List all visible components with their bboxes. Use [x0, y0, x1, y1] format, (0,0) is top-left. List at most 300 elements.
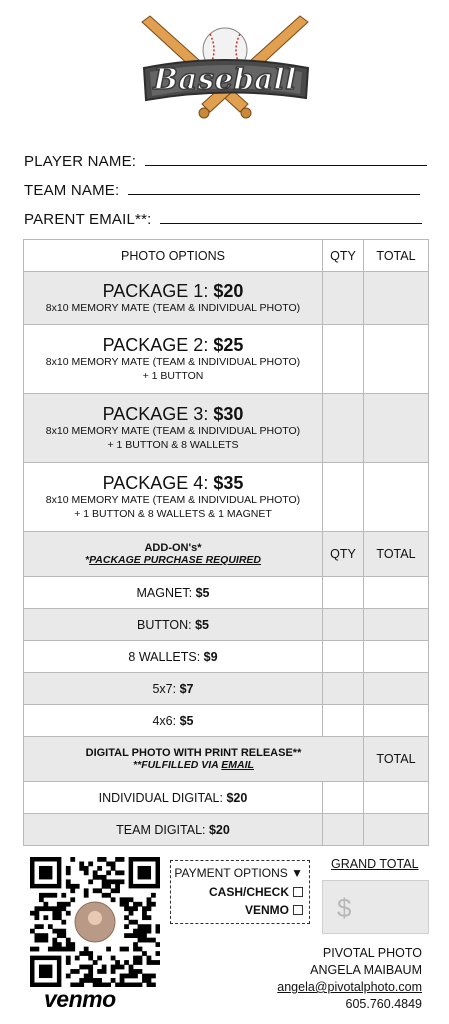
player-name-label: PLAYER NAME:: [24, 153, 137, 170]
qr-module: [84, 866, 89, 871]
qr-module: [61, 929, 66, 934]
digital-cell: [24, 814, 323, 846]
qr-module: [151, 960, 156, 965]
player-name-field[interactable]: [24, 153, 427, 170]
total-cell[interactable]: [364, 394, 429, 463]
addon-row: [24, 641, 429, 673]
qr-module: [120, 897, 125, 902]
qr-module: [43, 938, 48, 943]
team-name-line: [128, 193, 420, 195]
qr-module: [133, 933, 138, 938]
package-desc-extra: + 1 BUTTON & 8 WALLETS & 1 MAGNET: [74, 508, 272, 520]
total-cell[interactable]: [364, 705, 429, 737]
qr-module: [88, 956, 93, 961]
qr-module: [97, 857, 102, 862]
qr-module: [124, 915, 129, 920]
payment-options-title: PAYMENT OPTIONS: [174, 866, 288, 880]
qr-module: [120, 978, 125, 983]
photo-options-header: PHOTO OPTIONS: [24, 240, 323, 272]
qr-module: [133, 902, 138, 907]
qr-module: [57, 933, 62, 938]
addon-cell: [24, 705, 323, 737]
qr-module: [97, 866, 102, 871]
qr-module: [147, 915, 152, 920]
qr-module: [34, 915, 39, 920]
qr-module: [43, 933, 48, 938]
qr-module: [129, 983, 134, 987]
qr-module: [93, 888, 98, 893]
qty-cell[interactable]: [323, 673, 364, 705]
down-arrow-icon: ▼: [291, 866, 303, 880]
order-table: [23, 239, 429, 846]
qr-module: [84, 947, 89, 952]
qr-module: [34, 924, 39, 929]
qr-module: [52, 906, 57, 911]
qr-module: [129, 974, 134, 979]
qr-module: [129, 911, 134, 916]
parent-email-field[interactable]: [24, 211, 422, 228]
qr-module: [151, 974, 156, 979]
qr-finder-square: [39, 866, 52, 879]
qr-module: [147, 902, 152, 907]
qr-module: [129, 933, 134, 938]
cash-checkbox[interactable]: [293, 887, 303, 897]
digital-total-header: TOTAL: [364, 737, 429, 782]
qr-module: [88, 879, 93, 884]
qr-module: [52, 942, 57, 947]
qr-module: [133, 906, 138, 911]
qr-module: [111, 969, 116, 974]
addon-row: [24, 577, 429, 609]
qr-module: [120, 870, 125, 875]
qr-module: [115, 884, 120, 889]
qr-module: [142, 929, 147, 934]
qr-module: [133, 969, 138, 974]
total-cell[interactable]: [364, 609, 429, 641]
qr-module: [84, 965, 89, 970]
qr-module: [79, 861, 84, 866]
qr-module: [52, 947, 57, 952]
qr-module: [97, 875, 102, 880]
qr-module: [70, 897, 75, 902]
addon-price: $5: [179, 713, 194, 728]
qr-module: [88, 974, 93, 979]
qr-module: [133, 960, 138, 965]
qr-module: [88, 978, 93, 983]
qr-module: [147, 974, 152, 979]
qr-module: [142, 974, 147, 979]
qr-module: [93, 978, 98, 983]
qr-module: [124, 983, 129, 987]
qr-module: [147, 938, 152, 943]
digital-name: INDIVIDUAL DIGITAL:: [98, 790, 227, 805]
qr-module: [66, 942, 71, 947]
payment-options-title-row: [174, 866, 303, 880]
qr-module: [120, 879, 125, 884]
qr-module: [142, 906, 147, 911]
qr-module: [129, 897, 134, 902]
qr-module: [79, 866, 84, 871]
qr-module: [52, 929, 57, 934]
qr-module: [142, 951, 147, 956]
qr-module: [138, 929, 143, 934]
qr-module: [142, 933, 147, 938]
package-cell: [24, 325, 323, 394]
qr-module: [142, 978, 147, 983]
qr-module: [138, 933, 143, 938]
package-desc: 8x10 MEMORY MATE (TEAM & INDIVIDUAL PHOTO): [45, 494, 301, 506]
total-cell[interactable]: [364, 577, 429, 609]
addon-name: 4x6:: [152, 713, 180, 728]
addon-cell: [24, 641, 323, 673]
package-price: $25: [213, 335, 244, 355]
qr-module: [142, 924, 147, 929]
contact-phone: 605.760.4849: [345, 997, 422, 1011]
dollar-sign: $: [337, 893, 352, 923]
package-desc-extra: + 1 BUTTON & 8 WALLETS: [107, 439, 239, 451]
package-row: [24, 272, 429, 325]
qr-module: [151, 938, 156, 943]
qr-module: [84, 870, 89, 875]
qr-module: [52, 893, 57, 898]
qr-module: [70, 947, 75, 952]
qr-module: [102, 893, 107, 898]
qty-cell[interactable]: [323, 577, 364, 609]
qr-module: [129, 920, 134, 925]
qr-module: [142, 911, 147, 916]
digital-cell: [24, 782, 323, 814]
qr-module: [156, 951, 160, 956]
qr-module: [115, 857, 120, 862]
qr-module: [115, 888, 120, 893]
qr-module: [156, 929, 160, 934]
qr-module: [102, 857, 107, 862]
qr-module: [88, 951, 93, 956]
qr-module: [84, 888, 89, 893]
team-name-field[interactable]: [24, 182, 420, 199]
digital-name: TEAM DIGITAL:: [116, 822, 209, 837]
qr-module: [66, 879, 71, 884]
qr-module: [151, 893, 156, 898]
qr-module: [151, 902, 156, 907]
package-price: $35: [213, 473, 244, 493]
total-cell[interactable]: [364, 673, 429, 705]
qr-module: [97, 978, 102, 983]
team-name-label: TEAM NAME:: [24, 182, 120, 199]
qr-module: [57, 902, 62, 907]
qr-module: [48, 947, 53, 952]
qr-module: [75, 969, 80, 974]
qr-module: [106, 893, 111, 898]
qr-module: [66, 974, 71, 979]
qr-module: [57, 942, 62, 947]
qr-module: [61, 893, 66, 898]
qr-module: [147, 983, 152, 987]
qr-module: [39, 924, 44, 929]
qr-module: [70, 884, 75, 889]
qr-module: [111, 888, 116, 893]
addons-note-prefix: *: [84, 554, 90, 566]
qr-module: [138, 924, 143, 929]
qr-module: [120, 947, 125, 952]
qr-module: [79, 965, 84, 970]
qr-module: [93, 960, 98, 965]
qr-module: [70, 888, 75, 893]
qr-module: [147, 897, 152, 902]
qr-module: [61, 933, 66, 938]
qr-module: [133, 956, 138, 961]
qr-module: [43, 902, 48, 907]
addons-header-row: [24, 532, 429, 577]
qr-module: [39, 906, 44, 911]
package-row: [24, 463, 429, 532]
qr-module: [124, 902, 129, 907]
qr-module: [97, 956, 102, 961]
qr-module: [39, 938, 44, 943]
qr-module: [147, 906, 152, 911]
qr-module: [61, 920, 66, 925]
qr-module: [133, 929, 138, 934]
qr-module: [102, 969, 107, 974]
qr-module: [57, 915, 62, 920]
qr-module: [133, 947, 138, 952]
qr-module: [97, 888, 102, 893]
qr-module: [43, 915, 48, 920]
qr-module: [79, 978, 84, 983]
table-header-row: [24, 240, 429, 272]
qr-module: [138, 947, 143, 952]
qr-module: [129, 965, 134, 970]
qr-module: [147, 956, 152, 961]
qr-module: [66, 947, 71, 952]
qr-module: [124, 933, 129, 938]
qr-module: [120, 983, 125, 987]
qty-cell[interactable]: [323, 814, 364, 846]
cash-check-label: CASH/CHECK: [208, 885, 289, 899]
qr-module: [124, 947, 129, 952]
package-name: PACKAGE 1:: [102, 281, 214, 301]
qr-module: [93, 870, 98, 875]
qty-cell[interactable]: [323, 394, 364, 463]
qr-module: [57, 947, 62, 952]
qr-module: [106, 884, 111, 889]
baseball-logo: [130, 12, 320, 127]
qr-module: [79, 951, 84, 956]
qr-module: [88, 969, 93, 974]
digital-header-row: [24, 737, 429, 782]
qr-module: [111, 861, 116, 866]
venmo-checkbox[interactable]: [293, 905, 303, 915]
payment-cash-option[interactable]: [209, 885, 303, 899]
parent-email-line: [160, 222, 422, 224]
digital-row: [24, 782, 429, 814]
qr-module: [93, 875, 98, 880]
qr-module: [129, 969, 134, 974]
qr-module: [66, 938, 71, 943]
package-name: PACKAGE 2:: [102, 335, 214, 355]
qr-module: [52, 938, 57, 943]
addon-cell: [24, 577, 323, 609]
qr-module: [124, 974, 129, 979]
package-desc-extra: + 1 BUTTON: [142, 370, 204, 382]
contact-name: ANGELA MAIBAUM: [310, 963, 422, 977]
digital-header-cell: [24, 737, 364, 782]
qr-module: [138, 938, 143, 943]
total-cell[interactable]: [364, 641, 429, 673]
contact-email-link[interactable]: angela@pivotalphoto.com: [277, 980, 422, 994]
qr-module: [138, 969, 143, 974]
addon-name: 5x7:: [152, 681, 180, 696]
package-desc: 8x10 MEMORY MATE (TEAM & INDIVIDUAL PHOTO): [45, 425, 301, 437]
qr-finder-square: [39, 965, 52, 978]
qr-module: [84, 951, 89, 956]
qr-module: [111, 897, 116, 902]
qr-module: [66, 902, 71, 907]
grand-total-field[interactable]: [322, 880, 429, 934]
qr-module: [70, 969, 75, 974]
qr-module: [75, 956, 80, 961]
package-cell: [24, 272, 323, 325]
qr-module: [138, 956, 143, 961]
qr-module: [39, 893, 44, 898]
qr-module: [129, 906, 134, 911]
addons-header-cell: [24, 532, 323, 577]
total-cell[interactable]: [364, 325, 429, 394]
qty-cell[interactable]: [323, 272, 364, 325]
venmo-qr-code[interactable]: [30, 857, 160, 987]
addon-name: BUTTON:: [136, 617, 196, 632]
qr-module: [102, 884, 107, 889]
addons-total-header: TOTAL: [364, 532, 429, 577]
qr-module: [52, 911, 57, 916]
qr-module: [66, 911, 71, 916]
addon-price: $5: [195, 585, 210, 600]
payment-venmo-option[interactable]: [245, 903, 303, 917]
addon-cell: [24, 609, 323, 641]
qr-module: [106, 861, 111, 866]
qr-module: [138, 960, 143, 965]
qr-module: [124, 924, 129, 929]
total-cell[interactable]: [364, 272, 429, 325]
qr-module: [120, 857, 125, 862]
qr-module: [106, 879, 111, 884]
qr-module: [61, 902, 66, 907]
addons-qty-header: QTY: [323, 532, 364, 577]
qty-cell[interactable]: [323, 641, 364, 673]
qr-module: [147, 960, 152, 965]
qr-module: [34, 911, 39, 916]
parent-email-label: PARENT EMAIL**:: [24, 211, 152, 228]
digital-note-prefix: **FULFILLED VIA: [133, 759, 222, 771]
total-cell[interactable]: [364, 463, 429, 532]
addon-price: $7: [179, 681, 194, 696]
qty-header: QTY: [323, 240, 364, 272]
qr-module: [111, 956, 116, 961]
addon-price: $9: [203, 649, 218, 664]
digital-note-link: EMAIL: [221, 759, 254, 771]
qr-module: [34, 906, 39, 911]
qr-module: [106, 947, 111, 952]
qr-module: [84, 978, 89, 983]
qty-cell[interactable]: [323, 609, 364, 641]
qr-module: [84, 893, 89, 898]
package-name: PACKAGE 3:: [102, 404, 214, 424]
qr-module: [142, 915, 147, 920]
qr-module: [34, 947, 39, 952]
qr-module: [66, 866, 71, 871]
addon-name: MAGNET:: [136, 585, 196, 600]
digital-title: DIGITAL PHOTO WITH PRINT RELEASE**: [85, 747, 302, 759]
qr-module: [147, 978, 152, 983]
qr-module: [66, 884, 71, 889]
qr-module: [111, 879, 116, 884]
qr-module: [133, 983, 138, 987]
qr-module: [115, 960, 120, 965]
qr-module: [133, 920, 138, 925]
qr-module: [97, 969, 102, 974]
logo-text: Baseball: [153, 62, 297, 96]
qr-module: [111, 965, 116, 970]
digital-price: $20: [208, 822, 230, 837]
qr-module: [138, 902, 143, 907]
qr-module: [88, 861, 93, 866]
payment-options-box: [170, 860, 310, 924]
avatar-face: [88, 911, 102, 925]
qr-code-icon: [30, 857, 160, 987]
addon-row: [24, 673, 429, 705]
qty-cell[interactable]: [323, 463, 364, 532]
addon-row: [24, 609, 429, 641]
qty-cell[interactable]: [323, 782, 364, 814]
addons-title: ADD-ON's*: [144, 542, 202, 554]
addon-row: [24, 705, 429, 737]
contact-info: [277, 945, 422, 1013]
qr-module: [30, 911, 35, 916]
qr-module: [52, 915, 57, 920]
qr-module: [66, 870, 71, 875]
venmo-logo: venmo: [44, 986, 116, 1012]
qr-module: [124, 960, 129, 965]
qr-module: [156, 960, 160, 965]
qty-cell[interactable]: [323, 705, 364, 737]
qr-module: [34, 938, 39, 943]
addon-name: 8 WALLETS:: [128, 649, 204, 664]
qr-module: [70, 942, 75, 947]
venmo-label: VENMO: [244, 903, 289, 917]
package-name: PACKAGE 4:: [102, 473, 214, 493]
qr-module: [133, 974, 138, 979]
qr-module: [48, 924, 53, 929]
total-cell[interactable]: [364, 782, 429, 814]
qr-module: [115, 879, 120, 884]
grand-total-label: GRAND TOTAL: [331, 857, 419, 871]
qr-module: [102, 965, 107, 970]
package-price: $20: [213, 281, 244, 301]
qr-module: [106, 870, 111, 875]
total-cell[interactable]: [364, 814, 429, 846]
qr-module: [142, 938, 147, 943]
qr-module: [156, 942, 160, 947]
qr-module: [133, 942, 138, 947]
qr-module: [120, 974, 125, 979]
qty-cell[interactable]: [323, 325, 364, 394]
qr-module: [57, 906, 62, 911]
qr-module: [39, 897, 44, 902]
qr-module: [102, 879, 107, 884]
qr-module: [156, 924, 160, 929]
total-header: TOTAL: [364, 240, 429, 272]
qr-module: [39, 933, 44, 938]
